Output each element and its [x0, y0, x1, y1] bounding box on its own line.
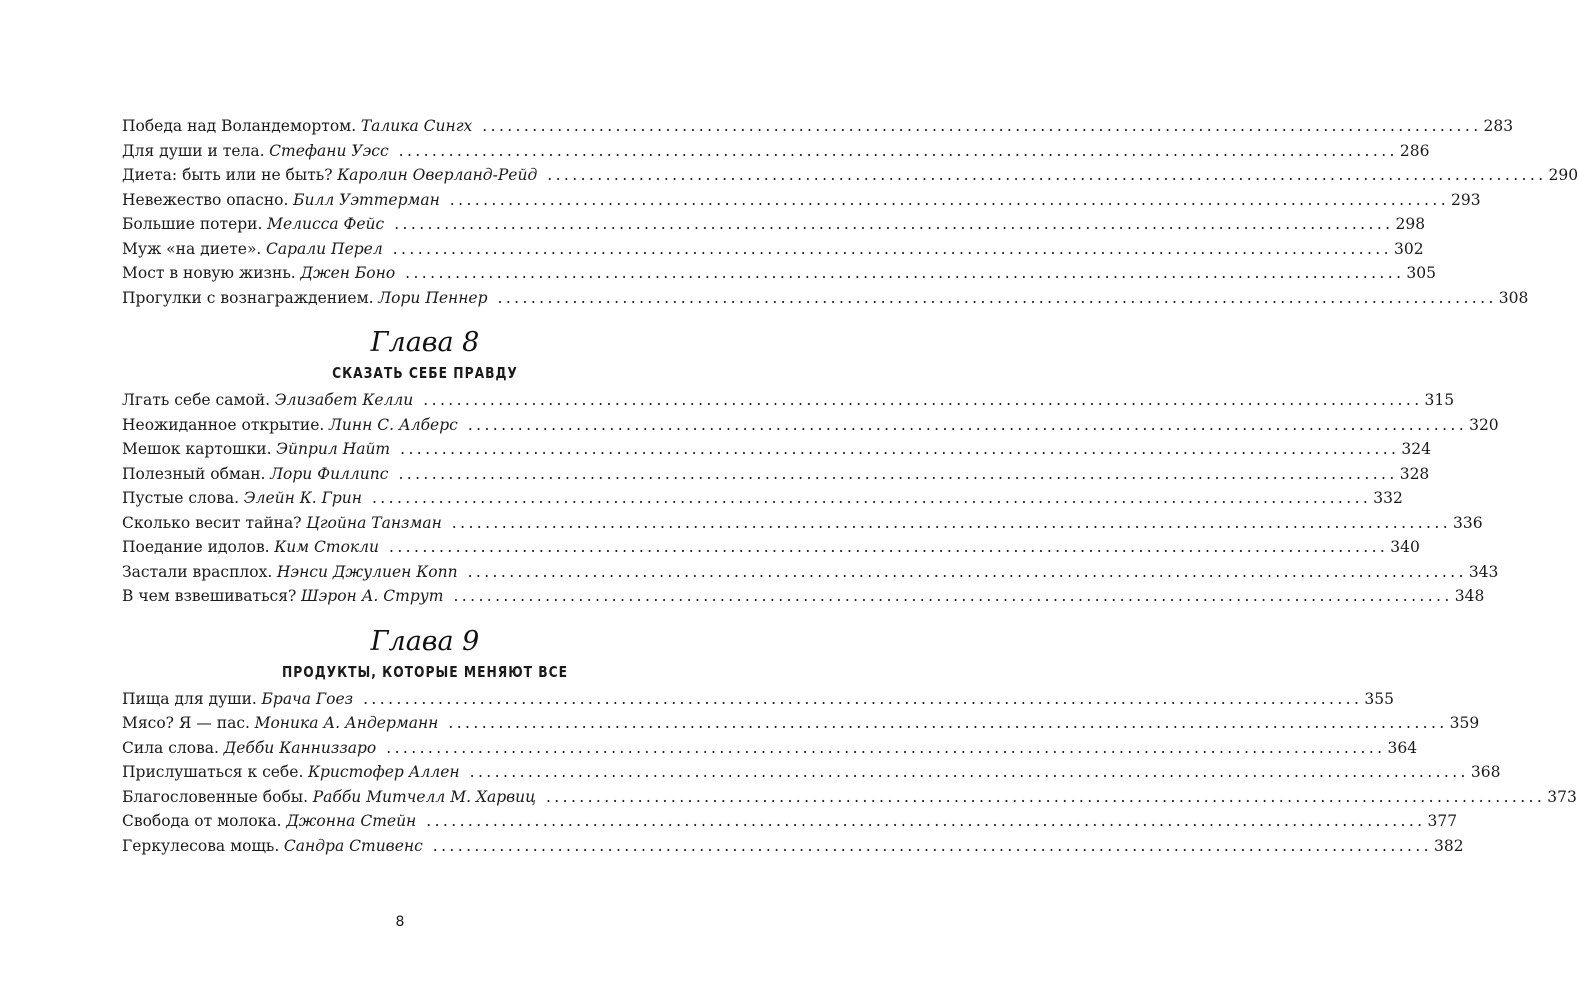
- toc-entry[interactable]: [122, 760, 1501, 785]
- entry-title: Поедание идолов.: [122, 538, 270, 556]
- entry-author: Элизабет Келли: [274, 391, 414, 409]
- toc-entry[interactable]: [122, 237, 1424, 262]
- dot-leader: ........................................................................................................................: [432, 836, 1433, 855]
- dot-leader: ........................................................................................................................: [371, 489, 1372, 507]
- entry-title: Геркулесова мощь.: [122, 836, 280, 855]
- entry-author: Линн С. Алберс: [329, 415, 458, 434]
- entry-page-number: 286: [1399, 141, 1430, 160]
- entry-title: Прогулки с вознаграждением.: [122, 288, 374, 307]
- toc-entry[interactable]: [122, 785, 1577, 810]
- dot-leader: ........................................................................................................................: [389, 538, 1389, 556]
- toc-entry[interactable]: [122, 188, 1481, 213]
- toc-entry[interactable]: [122, 834, 1464, 859]
- dot-leader: ........................................................................................................................: [363, 689, 1363, 708]
- entry-title: Муж «на диете».: [122, 239, 262, 258]
- entry-page-number: 343: [1468, 562, 1499, 581]
- entry-page-number: 382: [1434, 836, 1464, 855]
- entry-author: Талика Сингх: [360, 117, 473, 135]
- entry-page-number: 305: [1406, 264, 1436, 282]
- toc-entry[interactable]: [122, 511, 1483, 536]
- entry-page-number: 355: [1364, 689, 1394, 708]
- entry-title: Лгать себе самой.: [122, 391, 271, 409]
- entry-author: Стефани Уэсс: [269, 141, 389, 160]
- dot-leader: ........................................................................................................................: [545, 787, 1546, 806]
- dot-leader: ........................................................................................................................: [398, 464, 1398, 483]
- dot-leader: ........................................................................................................................: [469, 763, 1469, 781]
- toc-entry[interactable]: [122, 711, 1480, 736]
- dot-leader: ........................................................................................................................: [449, 190, 1450, 209]
- entry-author: Джен Боно: [300, 264, 396, 282]
- chapter-title: ПРОДУКТЫ, КОТОРЫЕ МЕНЯЮТ ВСЕ: [281, 662, 569, 681]
- entry-author: Кристофер Аллен: [308, 763, 460, 781]
- entry-author: Рабби Митчелл М. Харвиц: [312, 787, 536, 806]
- chapter-header: [122, 625, 728, 683]
- entry-title: Победа над Воландемортом.: [122, 117, 357, 135]
- toc-entry[interactable]: [122, 736, 1418, 761]
- entry-author: Цгойна Танзман: [306, 513, 442, 532]
- dot-leader: ........................................................................................................................: [392, 239, 1392, 258]
- toc-entry[interactable]: [122, 139, 1430, 164]
- entry-page-number: 348: [1454, 587, 1485, 605]
- dot-leader: ........................................................................................................................: [448, 714, 1448, 732]
- toc-entry[interactable]: [122, 114, 1514, 139]
- dot-leader: ........................................................................................................................: [451, 513, 1452, 532]
- toc-entry[interactable]: [122, 212, 1426, 237]
- toc-entry[interactable]: [122, 809, 1458, 834]
- entry-author: Каролин Оверланд-Рейд: [337, 166, 538, 184]
- entry-author: Шэрон А. Струт: [300, 587, 444, 605]
- entry-author: Сандра Стивенс: [283, 836, 423, 855]
- toc-entry[interactable]: [122, 163, 1578, 188]
- dot-leader: ........................................................................................................................: [547, 166, 1547, 184]
- toc-entry[interactable]: [122, 560, 1499, 585]
- dot-leader: ........................................................................................................................: [394, 215, 1394, 233]
- entry-page-number: 298: [1395, 215, 1426, 233]
- entry-author: Моника А. Андерманн: [254, 714, 439, 732]
- toc-entry[interactable]: [122, 413, 1499, 438]
- toc-entry[interactable]: [122, 261, 1436, 286]
- entry-page-number: 315: [1424, 391, 1455, 409]
- toc-entry[interactable]: [122, 486, 1403, 511]
- chapter-heading: Глава 9: [370, 625, 480, 657]
- entry-author: Сарали Перел: [266, 239, 383, 258]
- entry-title: Застали врасплох.: [122, 562, 273, 581]
- entry-author: Элейн К. Грин: [243, 489, 362, 507]
- entry-page-number: 302: [1393, 239, 1424, 258]
- entry-title: Прислушаться к себе.: [122, 763, 304, 781]
- entry-title: Сколько весит тайна?: [122, 513, 302, 532]
- entry-author: Лори Пеннер: [378, 288, 488, 307]
- chapter-heading: Глава 8: [370, 327, 480, 358]
- chapter-title: СКАЗАТЬ СЕБЕ ПРАВДУ: [332, 364, 518, 382]
- page-number: 8: [395, 914, 405, 930]
- entry-title: Мясо? Я — пас.: [122, 714, 250, 732]
- entry-author: Нэнси Джулиен Копп: [276, 562, 458, 581]
- entry-title: Диета: быть или не быть?: [122, 166, 333, 184]
- toc-entry[interactable]: [122, 388, 1455, 413]
- entry-page-number: 320: [1469, 415, 1499, 434]
- entry-page-number: 340: [1390, 538, 1420, 556]
- toc-entry[interactable]: [122, 584, 1485, 609]
- toc-entry[interactable]: [122, 437, 1431, 462]
- dot-leader: ........................................................................................................................: [400, 440, 1400, 458]
- entry-title: Пища для души.: [122, 689, 257, 708]
- entry-title: Для души и тела.: [122, 141, 265, 160]
- entry-author: Мелисса Фейс: [267, 215, 385, 233]
- entry-page-number: 324: [1401, 440, 1431, 458]
- entry-page-number: 328: [1399, 464, 1430, 483]
- toc-entry[interactable]: [122, 286, 1529, 311]
- toc-entry[interactable]: [122, 687, 1394, 712]
- entry-title: Полезный обман.: [122, 464, 266, 483]
- dot-leader: ........................................................................................................................: [398, 141, 1398, 160]
- entry-author: Дебби Канниззаро: [223, 738, 377, 757]
- entry-title: Неожиданное открытие.: [122, 415, 325, 434]
- entry-title: Пустые слова.: [122, 489, 240, 507]
- entry-page-number: 364: [1387, 738, 1418, 757]
- dot-leader: ........................................................................................................................: [467, 415, 1468, 434]
- dot-leader: ........................................................................................................................: [467, 562, 1467, 581]
- entry-title: Сила слова.: [122, 738, 219, 757]
- entry-title: Большие потери.: [122, 215, 263, 233]
- chapter-header: [122, 326, 728, 384]
- dot-leader: ........................................................................................................................: [497, 288, 1497, 307]
- toc-entry[interactable]: [122, 535, 1420, 560]
- entry-title: Мешок картошки.: [122, 440, 272, 458]
- dot-leader: ........................................................................................................................: [423, 391, 1423, 409]
- dot-leader: ........................................................................................................................: [482, 117, 1482, 135]
- entry-page-number: 308: [1498, 288, 1529, 307]
- dot-leader: ........................................................................................................................: [405, 264, 1405, 282]
- dot-leader: ........................................................................................................................: [453, 587, 1453, 605]
- dot-leader: ........................................................................................................................: [386, 738, 1386, 757]
- entry-page-number: 283: [1483, 117, 1514, 135]
- entry-author: Брача Гоез: [261, 689, 354, 708]
- entry-page-number: 293: [1451, 190, 1481, 209]
- entry-author: Джонна Стейн: [286, 812, 417, 830]
- entry-title: В чем взвешиваться?: [122, 587, 297, 605]
- entry-page-number: 373: [1547, 787, 1577, 806]
- toc-entry[interactable]: [122, 462, 1430, 487]
- entry-title: Мост в новую жизнь.: [122, 264, 296, 282]
- dot-leader: ........................................................................................................................: [426, 812, 1426, 830]
- entry-page-number: 377: [1427, 812, 1458, 830]
- entry-title: Невежество опасно.: [122, 190, 289, 209]
- entry-author: Эйприл Найт: [276, 440, 391, 458]
- entry-author: Билл Уэттерман: [293, 190, 440, 209]
- entry-page-number: 359: [1449, 714, 1480, 732]
- entry-page-number: 336: [1453, 513, 1483, 532]
- entry-page-number: 290: [1548, 166, 1578, 184]
- entry-author: Ким Стокли: [274, 538, 380, 556]
- entry-page-number: 332: [1373, 489, 1403, 507]
- entry-title: Благословенные бобы.: [122, 787, 309, 806]
- entry-title: Свобода от молока.: [122, 812, 282, 830]
- toc-page: [122, 114, 1578, 858]
- entry-page-number: 368: [1470, 763, 1501, 781]
- entry-author: Лори Филлипс: [270, 464, 389, 483]
